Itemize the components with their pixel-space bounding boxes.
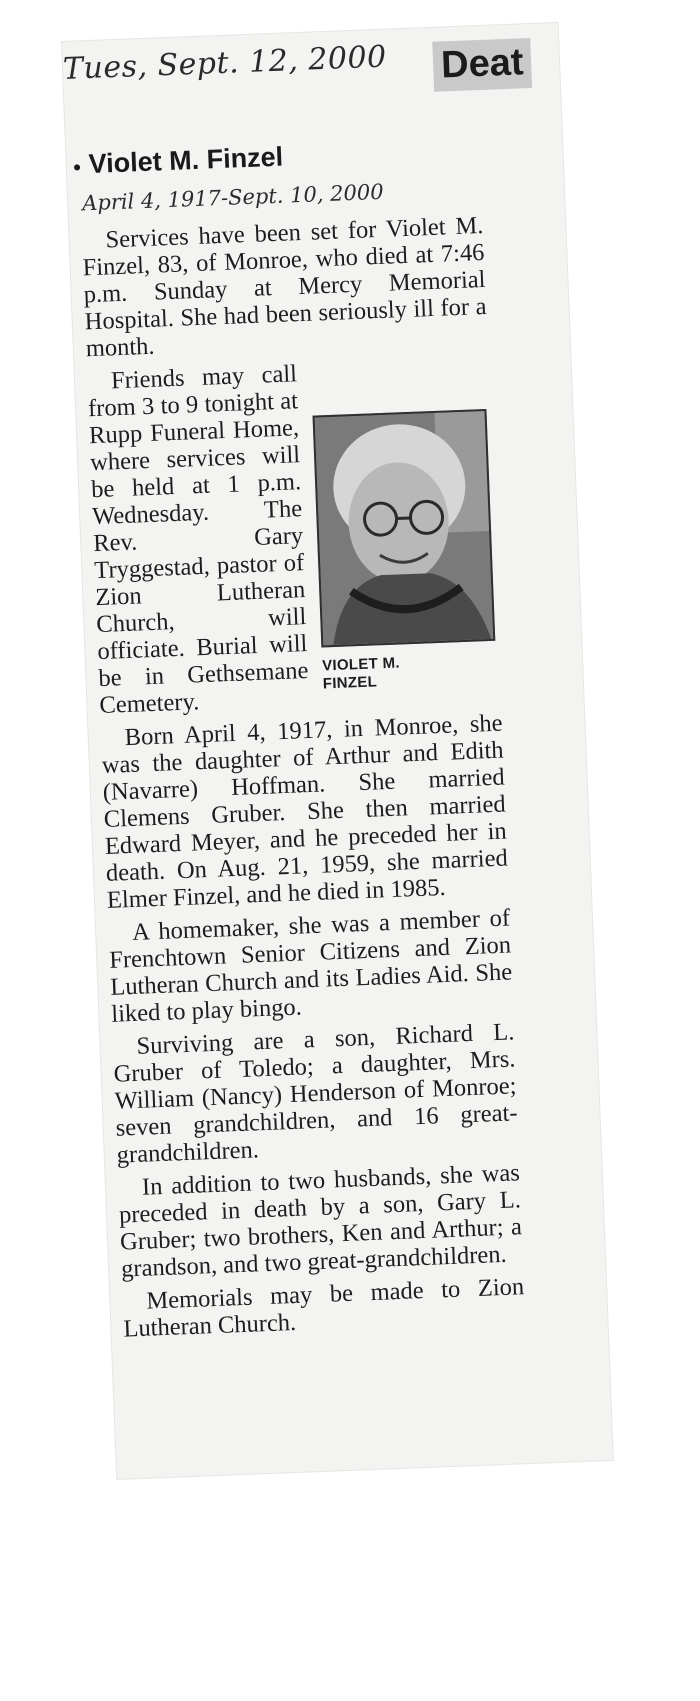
handwritten-date: Tues, Sept. 12, 2000	[62, 39, 388, 87]
portrait-photo	[313, 409, 496, 648]
obituary-body	[81, 212, 526, 1349]
paragraph-memberships: A homemaker, she was a member of Frenchtown Senior Citizens and Zion Lutheran Church and its Ladies Aid. She liked to play bingo.	[108, 904, 513, 1028]
paragraph-memorials: Memorials may be made to Zion Lutheran Church.	[122, 1273, 525, 1343]
paragraph-survivors: Surviving are a son, Richard L. Gruber of Toledo; a daughter, Mrs. William (Nancy) Henderson of Monroe; seven grandchildren, and 16 great-grandchildren.	[113, 1018, 518, 1169]
section-header-tab: Deat	[432, 38, 532, 92]
photo-caption	[322, 650, 509, 693]
paragraph-preceded: In addition to two husbands, she was preceded in death by a son, Gary L. Gruber; two brothers, Ken and Arthur; a grandson, and two great-grandchildren.	[118, 1159, 523, 1283]
portrait-image	[315, 411, 494, 645]
obituary-clipping	[62, 23, 613, 1479]
paragraph-biography: Born April 4, 1917, in Monroe, she was the daughter of Arthur and Edith (Navarre) Hoffman. She married Clemens Gruber. She then married Edward Meyer, and he preceded her in death. On Aug. 21, 1959, she married Elmer Finzel, and he died in 1985.	[101, 709, 509, 914]
portrait-figure	[313, 409, 510, 694]
name-bullet: ●	[72, 158, 82, 175]
life-dates: April 4, 1917-Sept. 10, 2000	[81, 179, 385, 216]
paragraph-services: Services have been set for Violet M. Finzel, 83, of Monroe, who died at 7:46 p.m. Sunday at Mercy Memorial Hospital. She had been seriously ill for a month.	[82, 211, 487, 363]
paragraph-visitation: Friends may call from 3 to 9 tonight at Rupp Funeral Home, where services will be held at 1 p.m. Wednesday. The Rev. Gary Tryggestad, pastor of Zion Lutheran Church, will officiate. Burial will be in Gethsemane Cemetery.	[87, 360, 309, 720]
obituary-name-headline	[72, 142, 284, 181]
photo-caption-line1: VIOLET M.	[321, 654, 401, 675]
photo-caption-line2: FINZEL	[322, 673, 378, 693]
obituary-name: Violet M. Finzel	[88, 141, 284, 180]
